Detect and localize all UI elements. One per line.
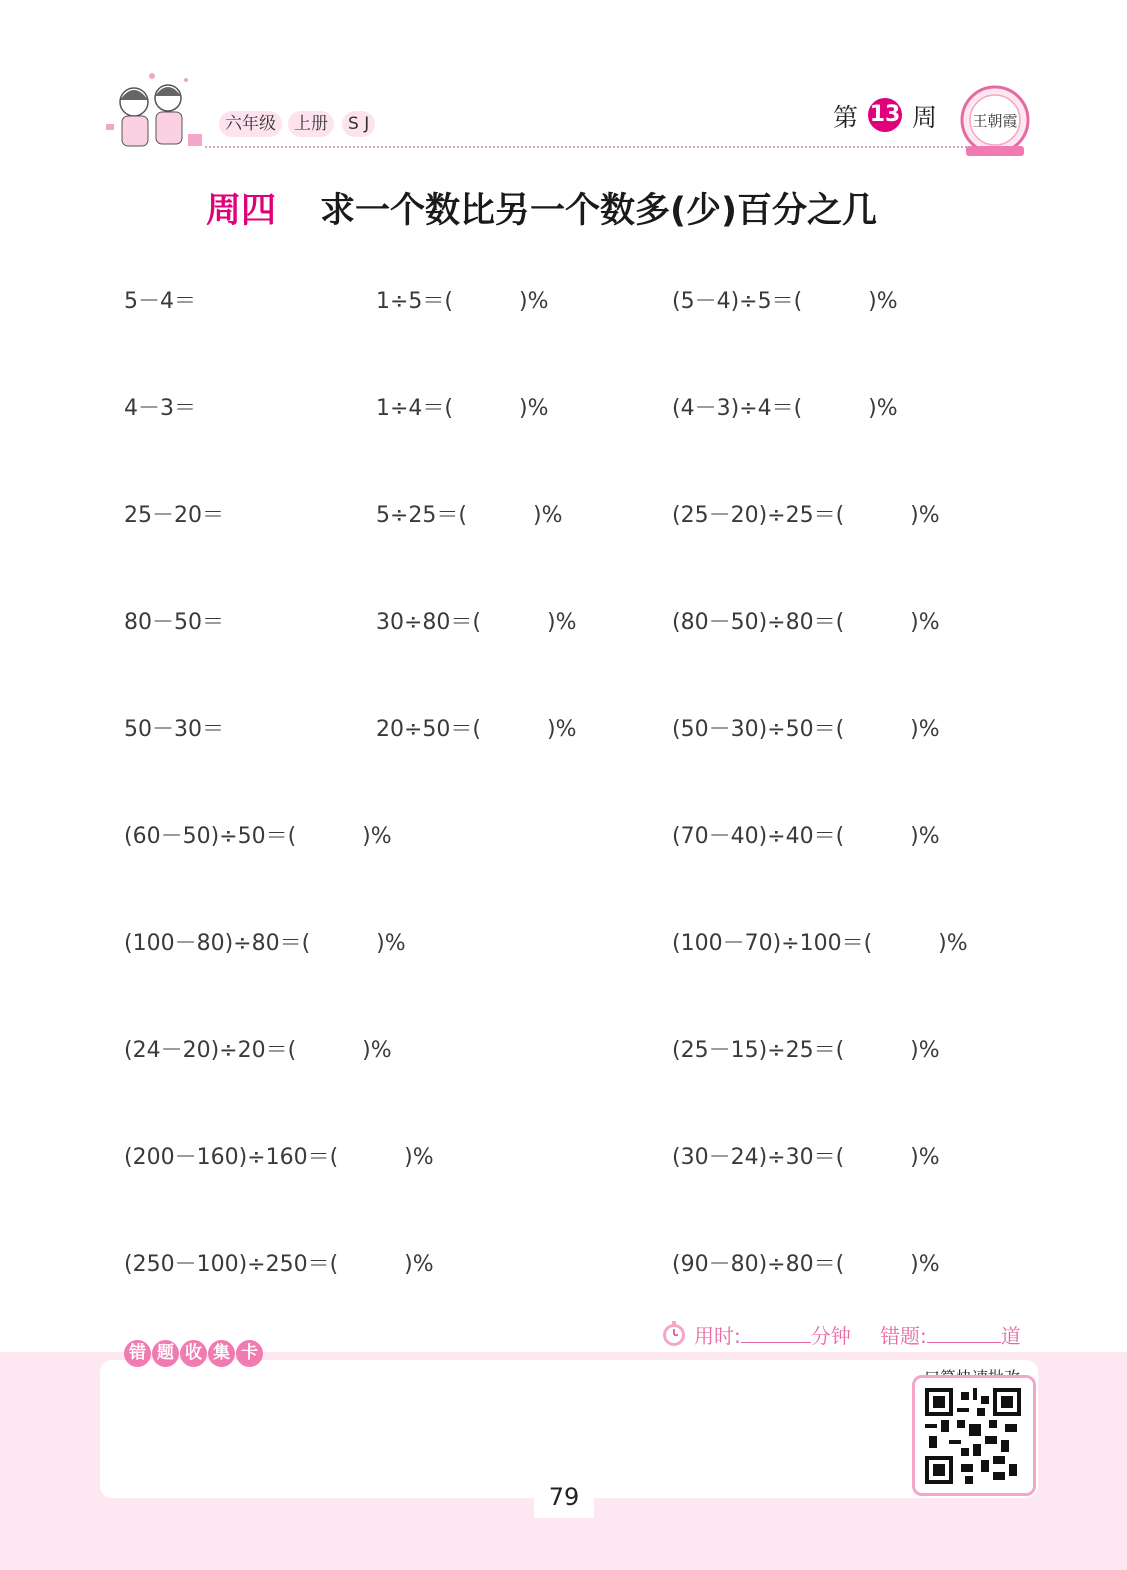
error-collection-card-label: 错 题 收 集 卡: [124, 1340, 264, 1370]
exercise-item: (250－100)÷250＝( )%: [124, 1252, 434, 1277]
brand-logo: [958, 80, 1032, 160]
volume-label: 上册: [288, 111, 334, 137]
exercise-item: (200－160)÷160＝( )%: [124, 1145, 434, 1170]
exercise-item: (5－4)÷5＝( )%: [672, 289, 898, 314]
week-number-badge: 13: [868, 98, 902, 132]
exercise-item: 30÷80＝( )%: [376, 610, 577, 635]
time-and-errors-row: [660, 1318, 1040, 1350]
exercise-item: 1÷5＝( )%: [376, 289, 549, 314]
exercise-item: 80－50＝: [124, 610, 224, 635]
errors-label: 错题:: [880, 1324, 927, 1348]
edition-label: S J: [342, 111, 375, 137]
exercise-item: 5－4＝: [124, 289, 196, 314]
exercise-item: (70－40)÷40＝( )%: [672, 824, 940, 849]
exercise-item: (25－20)÷25＝( )%: [672, 503, 940, 528]
stopwatch-icon: [660, 1319, 688, 1347]
exercise-item: (90－80)÷80＝( )%: [672, 1252, 940, 1277]
exercise-item: (30－24)÷30＝( )%: [672, 1145, 940, 1170]
exercise-item: 50－30＝: [124, 717, 224, 742]
qr-code-box[interactable]: [912, 1375, 1036, 1496]
title-day: 周四: [206, 191, 277, 231]
week-suffix: 周: [912, 103, 938, 132]
time-input-line[interactable]: [741, 1324, 811, 1343]
page-title: 求一个数比另一个数多(少)百分之几: [320, 191, 877, 231]
exercise-item: 20÷50＝( )%: [376, 717, 577, 742]
exercise-item: 1÷4＝( )%: [376, 396, 549, 421]
brand-logo-text: 王朝霞: [972, 112, 1018, 130]
exercise-item: (100－80)÷80＝( )%: [124, 931, 406, 956]
week-prefix: 第: [833, 103, 859, 132]
page-number: 79: [534, 1472, 594, 1518]
exercise-item: 25－20＝: [124, 503, 224, 528]
exercise-item: (60－50)÷50＝( )%: [124, 824, 392, 849]
exercise-item: (25－15)÷25＝( )%: [672, 1038, 940, 1063]
time-unit: 分钟: [810, 1324, 851, 1348]
errors-input-line[interactable]: [927, 1324, 1001, 1343]
qr-code-icon: [925, 1388, 1021, 1484]
grade-label: 六年级: [219, 111, 282, 137]
exercise-item: 5÷25＝( )%: [376, 503, 563, 528]
kids-illustration: [106, 70, 206, 156]
page-header: [0, 0, 1127, 160]
exercise-item: (4－3)÷4＝( )%: [672, 396, 898, 421]
errors-unit: 道: [1000, 1324, 1021, 1348]
exercise-item: (24－20)÷20＝( )%: [124, 1038, 392, 1063]
exercise-item: (80－50)÷80＝( )%: [672, 610, 940, 635]
time-label: 用时:: [694, 1324, 741, 1348]
exercise-item: (100－70)÷100＝( )%: [672, 931, 968, 956]
exercise-item: 4－3＝: [124, 396, 196, 421]
exercise-item: (50－30)÷50＝( )%: [672, 717, 940, 742]
header-divider: [205, 146, 975, 148]
